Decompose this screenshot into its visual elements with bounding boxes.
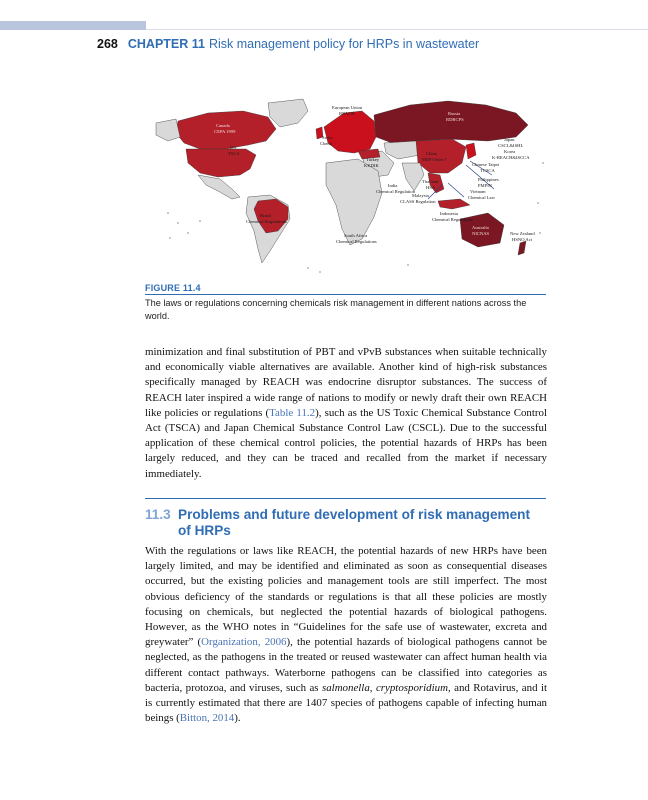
- map-label-korea-2: K-REACH&ISCCA: [492, 155, 530, 160]
- map-label-indonesia-2: Chemical Regulations: [432, 217, 473, 222]
- map-label-taipei-2: TCSCA: [480, 168, 495, 173]
- map-label-thailand: Thailand: [422, 179, 439, 184]
- map-label-nz: New Zealand: [510, 231, 535, 236]
- figure-label: FIGURE 11.4: [145, 283, 201, 293]
- map-label-philippines-2: PMPIN: [478, 183, 493, 188]
- map-label-canada: Canada: [216, 123, 230, 128]
- map-label-canada-2: CEPA 1999: [214, 129, 236, 134]
- paragraph-2-text-c: ,: [369, 681, 376, 694]
- paragraph-2-text-a: With the regulations or laws like REACH, the potential hazards of new HRPs have been largely limited, and may be identified and eliminated as soon as consequential diseases occurred, but the existing policies and management tools are still imperfect. The most obvious deficiency of the standards or regulations is that all these policies are mostly focusing on chemicals, but neglected the potential hazards of biological pathogens. However, as the WHO notes in “Guidelines for the safe use of wastewater, excreta and greywater” (: [145, 545, 547, 649]
- map-label-malaysia: Malaysia: [412, 193, 429, 198]
- map-label-eu: European Union: [332, 105, 363, 110]
- europe-land: [324, 111, 376, 153]
- new-zealand-land: [518, 241, 526, 255]
- map-label-swiss-2: Chemi: [320, 141, 333, 146]
- japan-korea-land: [466, 143, 476, 159]
- map-label-turkey: Turkey: [366, 157, 380, 162]
- map-label-brazil: Brazil: [260, 213, 272, 218]
- map-label-china: China: [426, 151, 437, 156]
- map-label-brazil-2: Chemical Regulations: [246, 219, 287, 224]
- map-label-russia: Russia: [448, 111, 461, 116]
- map-label-malaysia-2: CLASS Regulation: [400, 199, 436, 204]
- map-label-vietnam: Vietnam: [470, 189, 486, 194]
- map-label-south-africa-2: Chemical Regulations: [336, 239, 377, 244]
- figure-rule: [145, 294, 546, 295]
- body-paragraph-1: [145, 345, 547, 482]
- map-label-australia: Australia: [472, 225, 489, 230]
- map-label-india: India: [388, 183, 398, 188]
- map-label-eu-2: REACH: [339, 111, 355, 116]
- map-label-south-africa: South Africa: [344, 233, 368, 238]
- section-heading: [145, 507, 547, 539]
- map-label-swiss: Swiss: [322, 135, 333, 140]
- map-label-taipei: Chinese Taipei: [472, 162, 500, 167]
- map-label-korea: Korea: [504, 149, 516, 154]
- paragraph-2-text-e: ).: [234, 712, 241, 725]
- chapter-label: CHAPTER 11: [127, 37, 205, 51]
- cryptosporidium-term: cryptosporidium: [375, 681, 448, 694]
- top-color-bar: [0, 21, 146, 30]
- map-label-russia-2: RDRCPS: [446, 117, 464, 122]
- paragraph-1-text-b: ), such as the US Toxic Chemical Substance Control Act (TSCA) and Japan Chemical Substance Control Law (CSCL). Due to the successful application of these chemical control policies, the potential hazards of HRPs has been largely reduced, and they can be traced and recalled from the market if necessary immediately.: [145, 406, 547, 480]
- mexico-central-america-land: [198, 175, 240, 199]
- map-label-china-2: MEP Order 7: [422, 157, 447, 162]
- body-paragraph-2: [145, 544, 547, 726]
- bitton-2014-citation-link[interactable]: Bitton, 2014: [179, 712, 235, 725]
- paragraph-1-text-a: minimization and final substitution of PBT and vPvB substances when suitable technically and economically viable alternatives are available. Another kind of high-risk substances specifically managed by REACH was endocrine disruptor substances. The success of REACH later inspired a wide range of nations to modify or newly draft their own REACH like policies or regulations (: [145, 346, 547, 419]
- section-number: 11.3: [145, 507, 171, 522]
- map-label-thailand-2: HSA: [426, 185, 436, 190]
- map-label-indonesia: Indonesia: [440, 211, 458, 216]
- section-rule: [145, 498, 546, 499]
- alaska-land: [156, 119, 180, 141]
- paragraph-2-text-b: ), the potential hazards of biological pathogens cannot be neglected, as the pathogens in the treated or reused wastewater can affect human health via different contact pathways. Waterborne pathogens can be classified into categories as bacteria, protozoa, and viruses, such as: [145, 636, 547, 694]
- running-head: [97, 37, 479, 51]
- greenland-land: [268, 99, 308, 127]
- paragraph-2-text-d: , and Rotavirus, and it is currently estimated that there are 1407 species of pathogens capable of infecting human beings (: [145, 681, 548, 725]
- central-asia-land: [384, 141, 420, 159]
- map-label-japan-2: CSCL&ISHL: [498, 143, 524, 148]
- table-11-2-link[interactable]: Table 11.2: [269, 406, 316, 419]
- map-label-us: US: [230, 145, 236, 150]
- map-label-india-2: Chemical Regulation: [376, 189, 415, 194]
- indonesia-land: [438, 199, 470, 209]
- top-rule: [146, 29, 648, 30]
- figure-caption: The laws or regulations concerning chemicals risk management in different nations across the world.: [145, 298, 527, 321]
- chapter-title: Risk management policy for HRPs in wastewater: [208, 37, 480, 51]
- map-label-philippines: Philippines: [478, 177, 499, 182]
- china-land: [416, 139, 466, 173]
- organization-2006-citation-link[interactable]: Organization, 2006: [201, 636, 287, 649]
- world-regulations-map: [148, 93, 548, 278]
- map-label-nz-2: HSNO Act: [512, 237, 533, 242]
- map-label-vietnam-2: Chemical Law: [468, 195, 495, 200]
- page-number: 268: [97, 37, 118, 51]
- us-land: [186, 149, 256, 177]
- section-title-line-1: Problems and future development of risk management: [178, 507, 531, 522]
- map-label-australia-2: NICNAS: [472, 231, 490, 236]
- section-title-line-2: of HRPs: [178, 523, 231, 538]
- map-label-turkey-2: KKDIK: [364, 163, 379, 168]
- india-land: [402, 163, 424, 191]
- map-label-japan: Japan: [504, 137, 515, 142]
- map-label-us-2: TSCA: [228, 151, 240, 156]
- salmonella-term: salmonella: [321, 681, 370, 694]
